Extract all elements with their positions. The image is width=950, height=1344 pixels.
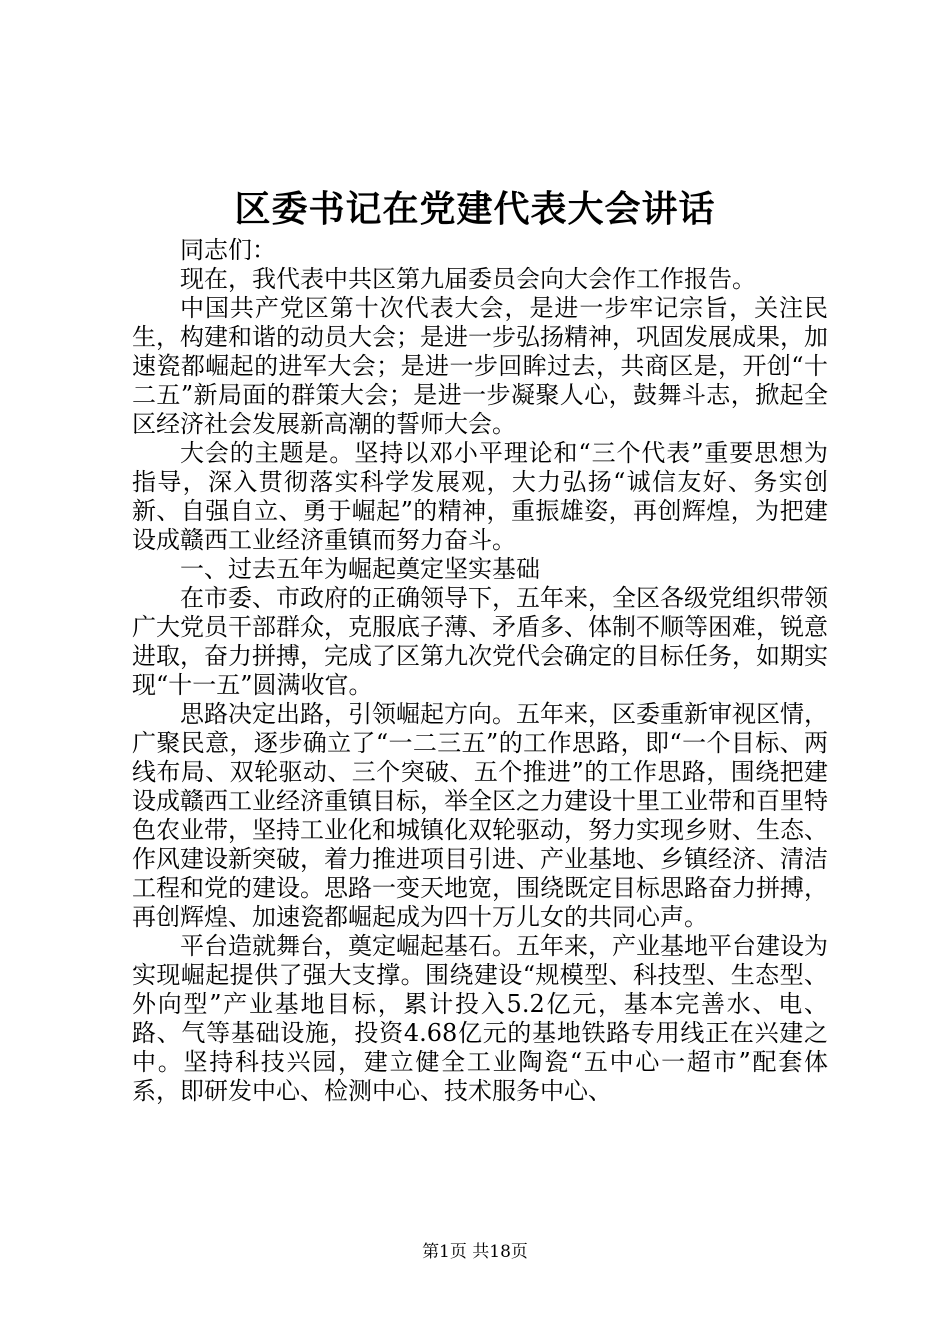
paragraph: 大会的主题是。坚持以邓小平理论和“三个代表”重要思想为指导，深入贯彻落实科学发展观，大力弘扬“诚信友好、务实创新、自强自立、勇于崛起”的精神，重振雄姿，再创辉煌，为把建设成赣西工业经济重镇而努力奋斗。 <box>132 439 828 554</box>
paragraph: 平台造就舞台，奠定崛起基石。五年来，产业基地平台建设为实现崛起提供了强大支撑。围绕建设“规模型、科技型、生态型、外向型”产业基地目标，累计投入5.2亿元，基本完善水、电、路、气等基础设施，投资4.68亿元的基地铁路专用线正在兴建之中。坚持科技兴园，建立健全工业陶瓷“五中心一超市”配套体系，即研发中心、检测中心、技术服务中心、 <box>132 932 828 1105</box>
paragraph: 中国共产党区第十次代表大会，是进一步牢记宗旨，关注民生，构建和谐的动员大会；是进一步弘扬精神，巩固发展成果，加速瓷都崛起的进军大会；是进一步回眸过去，共商区是，开创“十二五”新局面的群策大会；是进一步凝聚人心，鼓舞斗志，掀起全区经济社会发展新高潮的誓师大会。 <box>132 294 828 438</box>
document-title: 区委书记在党建代表大会讲话 <box>234 188 716 230</box>
document-body <box>132 236 828 1106</box>
paragraph: 思路决定出路，引领崛起方向。五年来，区委重新审视区情，广聚民意，逐步确立了“一二三五”的工作思路，即“一个目标、两线布局、双轮驱动、三个突破、五个推进”的工作思路，围绕把建设成赣西工业经济重镇目标，举全区之力建设十里工业带和百里特色农业带，坚持工业化和城镇化双轮驱动，努力实现乡财、生态、作风建设新突破，着力推进项目引进、产业基地、乡镇经济、清洁工程和党的建设。思路一变天地宽，围绕既定目标思路奋力拼搏，再创辉煌、加速瓷都崛起成为四十万儿女的共同心声。 <box>132 700 828 931</box>
paragraph-salutation: 同志们： <box>180 236 276 264</box>
paragraph: 现在，我代表中共区第九届委员会向大会作工作报告。 <box>180 265 756 293</box>
section-heading: 一、过去五年为崛起奠定坚实基础 <box>180 555 540 583</box>
page-footer: 第1页 共18页 <box>422 1242 528 1262</box>
paragraph: 在市委、市政府的正确领导下，五年来，全区各级党组织带领广大党员干部群众，克服底子薄、矛盾多、体制不顺等困难，锐意进取，奋力拼搏，完成了区第九次党代会确定的目标任务，如期实现“十一五”圆满收官。 <box>132 584 828 699</box>
